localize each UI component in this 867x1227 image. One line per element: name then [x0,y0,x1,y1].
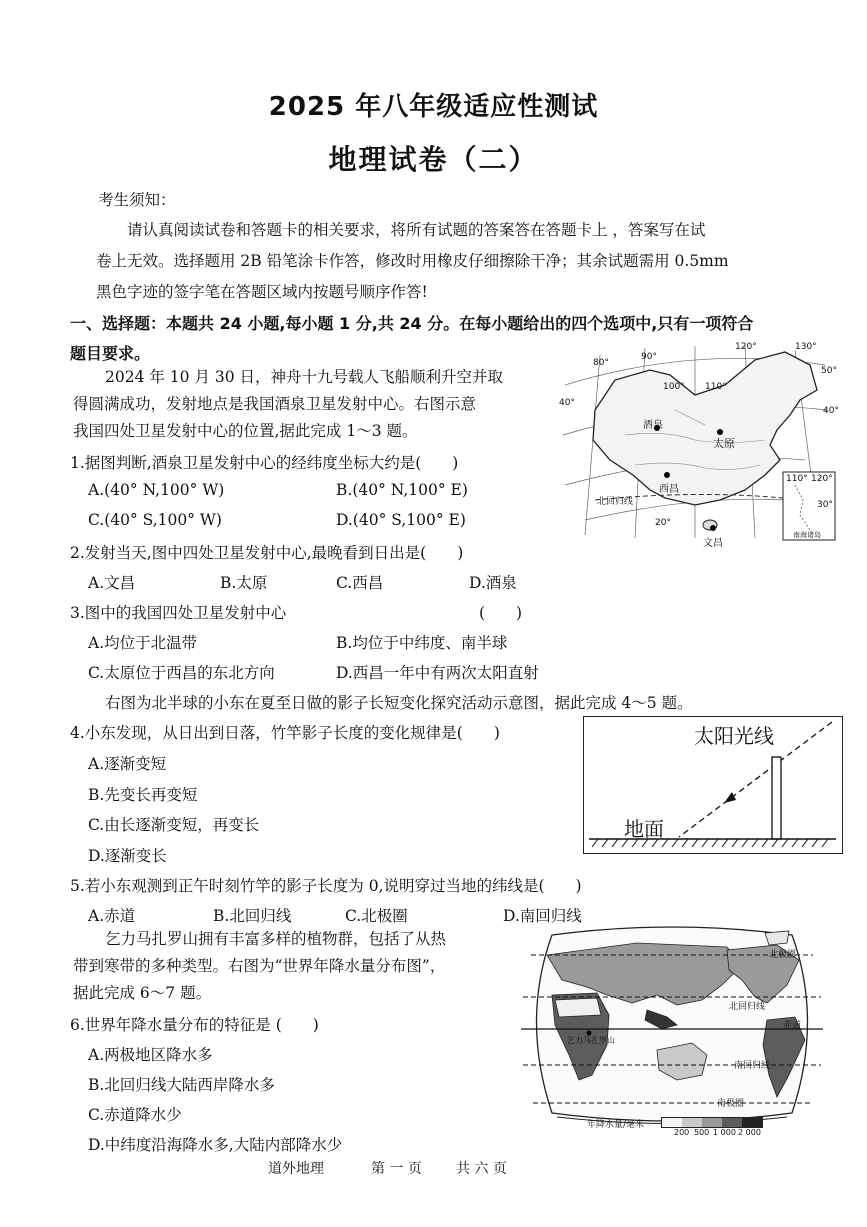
question-2-option-b[interactable]: B.太原 [220,574,268,592]
precipitation-legend-bar [661,1117,763,1128]
exam-title: 2025 年八年级适应性测试 [268,92,599,122]
place-taiyuan: 太原 [713,437,735,450]
question-4-option-c[interactable]: C.由长逐渐变短，再变长 [88,816,260,834]
question-6-option-b[interactable]: B.北回归线大陆西岸降水多 [88,1076,275,1094]
place-jiuquan: 酒泉 [643,420,663,431]
question-1-option-c[interactable]: C.(40° S,100° W) [88,511,222,529]
lon-label: 100° [663,382,685,392]
legend-value: 2 000 [738,1128,761,1137]
question-3-stem: 3.图中的我国四处卫星发射中心 [70,604,287,622]
legend-value: 500 [694,1128,710,1137]
ground-label: 地面 [624,817,664,841]
question-2-option-c[interactable]: C.西昌 [336,574,384,592]
lat-label: 30° [817,500,833,510]
xichang-marker [664,472,670,478]
legend-swatch [682,1118,702,1127]
legend-title: 年降水量/毫米 [587,1120,645,1130]
question-2-stem: 2.发射当天,图中四处卫星发射中心,最晚看到日出是( ) [70,544,464,562]
question-6-option-d[interactable]: D.中纬度沿海降水多,大陆内部降水少 [88,1136,343,1154]
question-3-answer-blank[interactable]: ( ) [479,604,523,622]
intro3-line-3: 据此完成 6～7 题。 [73,984,212,1002]
question-2-option-d[interactable]: D.酒泉 [469,574,517,592]
legend-swatch [702,1118,722,1127]
question-6-option-c[interactable]: C.赤道降水少 [88,1106,182,1124]
legend-swatch [722,1118,742,1127]
sunlight-label: 太阳光线 [694,724,774,748]
lon-label: 130° [795,342,817,352]
kilimanjaro-label: 乞力马扎罗山 [567,1036,615,1045]
lat-label: 50° [821,366,837,376]
question-3-option-c[interactable]: C.太原位于西昌的东北方向 [88,664,275,682]
lon-label: 120° [811,474,833,484]
tropic-label: 北回归线 [597,497,634,507]
lon-label: 120° [735,342,757,352]
question-1-option-a[interactable]: A.(40° N,100° W) [88,481,225,499]
question-1-option-b[interactable]: B.(40° N,100° E) [336,481,468,499]
intro1-line-2: 得圆满成功，发射地点是我国酒泉卫星发射中心。右图示意 [73,395,477,413]
question-3-option-a[interactable]: A.均位于北温带 [88,634,198,652]
intro3-line-1: 乞力马扎罗山拥有丰富多样的植物群，包括了从热 [105,930,447,948]
question-5-option-d[interactable]: D.南回归线 [503,907,582,925]
intro2: 右图为北半球的小东在夏至日做的影子长短变化探究活动示意图，据此完成 4～5 题。 [105,694,693,712]
tropic-capricorn-label: 南回归线 [734,1061,771,1071]
footer-total: 共 六 页 [456,1161,507,1177]
footer-left: 道外地理 [268,1161,324,1177]
question-3-option-d[interactable]: D.西昌一年中有两次太阳直射 [336,664,539,682]
bamboo-pole [772,757,781,839]
legend-value: 200 [674,1128,690,1137]
footer-page: 第 一 页 [371,1161,422,1177]
intro1-line-3: 我国四处卫星发射中心的位置,据此完成 1～3 题。 [73,422,418,440]
shadow-experiment-figure [583,716,843,854]
question-6-option-a[interactable]: A.两极地区降水多 [88,1046,213,1064]
lat-label: 40° [559,398,575,408]
question-4-option-d[interactable]: D.逐渐变长 [88,847,167,865]
legend-value: 1 000 [713,1128,736,1137]
antarctic-circle-label: 南极圈 [717,1099,745,1109]
intro1-line-1: 2024 年 10 月 30 日，神舟十九号载人飞船顺利升空并取 [105,368,504,386]
notice-line-2: 卷上无效。选择题用 2B 铅笔涂卡作答，修改时用橡皮仔细擦除干净；其余试题需用 0.5mm [96,252,729,270]
question-4-option-b[interactable]: B.先变长再变短 [88,786,198,804]
lon-label: 110° [705,382,727,392]
notice-line-3: 黑色字迹的签字笔在答题区域内按题号顺序作答! [96,283,428,301]
lat-label: 40° [823,406,839,416]
question-4-stem: 4.小东发现，从日出到日落，竹竿影子长度的变化规律是( ) [70,724,500,742]
question-5-option-a[interactable]: A.赤道 [88,907,136,925]
china-map-svg [555,340,840,545]
question-1-stem: 1.据图判断,酒泉卫星发射中心的经纬度坐标大约是( ) [70,454,459,472]
question-5-option-b[interactable]: B.北回归线 [213,907,292,925]
legend-swatch [662,1118,682,1127]
question-5-option-c[interactable]: C.北极圈 [345,907,408,925]
exam-subtitle: 地理试卷（二） [328,143,539,176]
world-precipitation-map [517,925,827,1143]
wenchang-marker [710,525,716,531]
question-1-option-d[interactable]: D.(40° S,100° E) [336,511,466,529]
intro3-line-2: 带到寒带的多种类型。右图为“世界年降水量分布图”， [73,957,446,975]
arctic-circle-label: 北极圈 [769,950,797,960]
china-launch-center-map [555,340,840,549]
legend-swatch [742,1118,762,1127]
lon-label: 80° [593,358,609,368]
lon-label: 110° [786,474,808,484]
section-heading-line-2: 题目要求。 [70,344,151,363]
question-5-stem: 5.若小东观测到正午时刻竹竿的影子长度为 0,说明穿过当地的纬线是( ) [70,877,582,895]
notice-line-1: 请认真阅读试卷和答题卡的相关要求，将所有试题的答案答在答题卡上 ，答案写在试 [127,221,706,239]
notice-heading: 考生须知： [98,191,176,209]
tropic-cancer-label: 北回归线 [729,1002,766,1012]
place-wenchang: 文昌 [703,538,723,549]
inset-label: 南海诸岛 [793,531,821,539]
question-3-option-b[interactable]: B.均位于中纬度、南半球 [336,634,508,652]
question-2-option-a[interactable]: A.文昌 [88,574,136,592]
lon-label: 90° [641,352,657,362]
place-xichang: 西昌 [659,484,679,495]
lat-label: 20° [655,518,671,528]
section-heading-line-1: 一、选择题：本题共 24 小题,每小题 1 分,共 24 分。在每小题给出的四个选项中,只有一项符合 [70,314,754,333]
question-4-option-a[interactable]: A.逐渐变短 [88,755,167,773]
equator-label: 赤道 [783,1021,802,1031]
question-6-stem: 6.世界年降水量分布的特征是 ( ) [70,1016,319,1034]
